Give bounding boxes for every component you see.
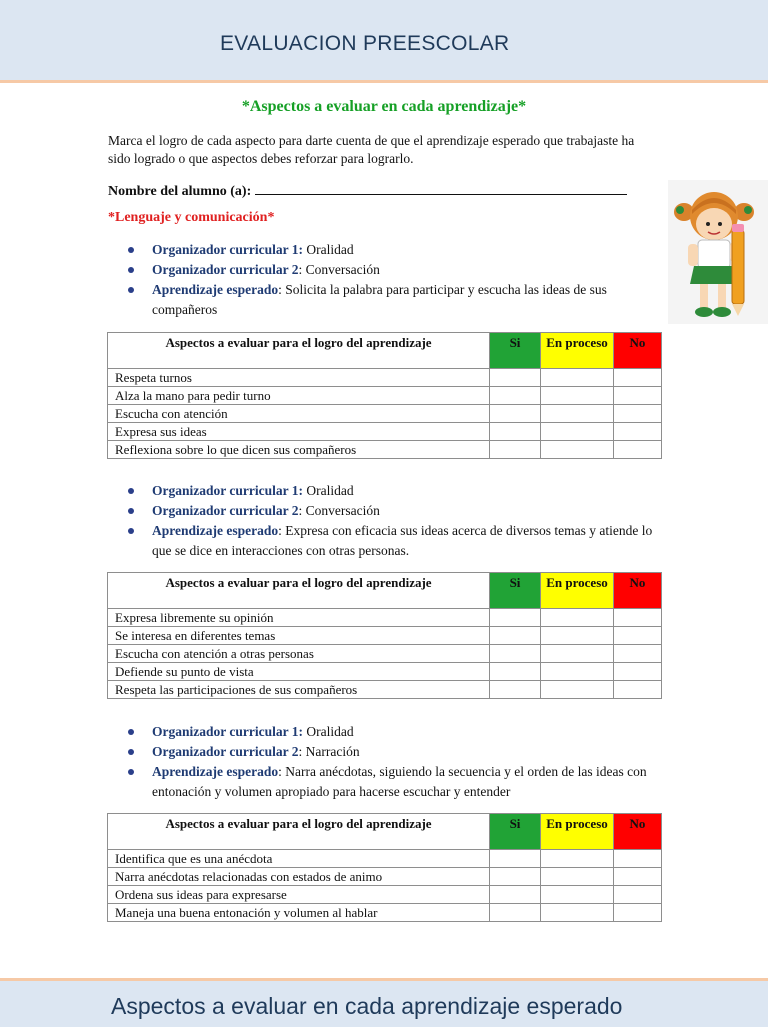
student-name-line — [255, 181, 627, 195]
no-checkbox-cell[interactable] — [614, 387, 662, 405]
no-column-header: No — [614, 333, 662, 369]
en-proceso-column-header: En proceso — [541, 573, 614, 609]
evaluation-table-3 — [107, 813, 662, 922]
list-item: Aprendizaje esperado: Solicita la palabra para participar y escucha las ideas de sus compañeros — [128, 280, 668, 320]
no-checkbox-cell[interactable] — [614, 441, 662, 459]
no-checkbox-cell[interactable] — [614, 609, 662, 627]
girl-with-pencil-illustration — [668, 180, 768, 324]
en-proceso-checkbox-cell[interactable] — [541, 681, 614, 699]
en-proceso-checkbox-cell[interactable] — [541, 645, 614, 663]
si-column-header: Si — [490, 333, 541, 369]
en-proceso-checkbox-cell[interactable] — [541, 441, 614, 459]
block-3-bullets — [128, 722, 668, 802]
list-item: Organizador curricular 1: Oralidad — [128, 481, 668, 501]
list-item: Aprendizaje esperado: Narra anécdotas, siguiendo la secuencia y el orden de las ideas con entonación y volumen apropiado para hacerse escuchar y entender — [128, 762, 668, 802]
table-row: Se interesa en diferentes temas — [108, 627, 662, 645]
en-proceso-checkbox-cell[interactable] — [541, 627, 614, 645]
si-column-header: Si — [490, 573, 541, 609]
en-proceso-checkbox-cell[interactable] — [541, 423, 614, 441]
no-checkbox-cell[interactable] — [614, 627, 662, 645]
en-proceso-checkbox-cell[interactable] — [541, 405, 614, 423]
no-checkbox-cell[interactable] — [614, 681, 662, 699]
list-item: Organizador curricular 2: Narración — [128, 742, 668, 762]
section-title: *Lenguaje y comunicación* — [108, 210, 275, 225]
page-header — [0, 0, 768, 83]
si-checkbox-cell[interactable] — [490, 387, 541, 405]
page-footer — [0, 978, 768, 1027]
bullet-icon — [128, 749, 134, 755]
table-row: Respeta las participaciones de sus compañeros — [108, 681, 662, 699]
aspect-column-header: Aspectos a evaluar para el logro del aprendizaje — [108, 814, 490, 850]
si-checkbox-cell[interactable] — [490, 627, 541, 645]
table-row: Defiende su punto de vista — [108, 663, 662, 681]
bullet-icon — [128, 247, 134, 253]
table-row: Maneja una buena entonación y volumen al hablar — [108, 904, 662, 922]
si-checkbox-cell[interactable] — [490, 904, 541, 922]
bullet-icon — [128, 729, 134, 735]
en-proceso-checkbox-cell[interactable] — [541, 663, 614, 681]
si-checkbox-cell[interactable] — [490, 850, 541, 868]
bullet-icon — [128, 267, 134, 273]
table-row: Respeta turnos — [108, 369, 662, 387]
intro-paragraph: Marca el logro de cada aspecto para darte cuenta de que el aprendizaje esperado que trabajaste ha sido logrado o que aspectos debes reforzar para lograrlo. — [108, 133, 635, 166]
no-checkbox-cell[interactable] — [614, 886, 662, 904]
student-name-field — [108, 181, 627, 200]
en-proceso-checkbox-cell[interactable] — [541, 868, 614, 886]
bullet-icon — [128, 769, 134, 775]
aspect-column-header: Aspectos a evaluar para el logro del aprendizaje — [108, 573, 490, 609]
table-row: Escucha con atención a otras personas — [108, 645, 662, 663]
evaluation-table-2 — [107, 572, 662, 699]
table-row: Ordena sus ideas para expresarse — [108, 886, 662, 904]
bullet-icon — [128, 508, 134, 514]
en-proceso-column-header: En proceso — [541, 814, 614, 850]
document-title: *Aspectos a evaluar en cada aprendizaje* — [241, 98, 527, 115]
en-proceso-checkbox-cell[interactable] — [541, 387, 614, 405]
table-row: Expresa sus ideas — [108, 423, 662, 441]
aspect-column-header: Aspectos a evaluar para el logro del aprendizaje — [108, 333, 490, 369]
en-proceso-checkbox-cell[interactable] — [541, 850, 614, 868]
footer-title: Aspectos a evaluar en cada aprendizaje esperado — [111, 993, 623, 1019]
evaluation-table-1 — [107, 332, 662, 459]
table-row: Escucha con atención — [108, 405, 662, 423]
no-checkbox-cell[interactable] — [614, 423, 662, 441]
no-column-header: No — [614, 573, 662, 609]
si-checkbox-cell[interactable] — [490, 405, 541, 423]
no-checkbox-cell[interactable] — [614, 663, 662, 681]
si-checkbox-cell[interactable] — [490, 886, 541, 904]
si-checkbox-cell[interactable] — [490, 441, 541, 459]
block-1-bullets — [128, 240, 668, 320]
si-checkbox-cell[interactable] — [490, 663, 541, 681]
si-checkbox-cell[interactable] — [490, 645, 541, 663]
no-checkbox-cell[interactable] — [614, 868, 662, 886]
bullet-icon — [128, 287, 134, 293]
list-item: Organizador curricular 1: Oralidad — [128, 722, 668, 742]
no-checkbox-cell[interactable] — [614, 645, 662, 663]
si-checkbox-cell[interactable] — [490, 369, 541, 387]
block-2-bullets — [128, 481, 668, 561]
en-proceso-checkbox-cell[interactable] — [541, 886, 614, 904]
si-checkbox-cell[interactable] — [490, 609, 541, 627]
en-proceso-checkbox-cell[interactable] — [541, 609, 614, 627]
en-proceso-checkbox-cell[interactable] — [541, 904, 614, 922]
list-item: Aprendizaje esperado: Expresa con eficacia sus ideas acerca de diversos temas y atiende lo que se dice en interacciones con otras personas. — [128, 521, 668, 561]
header-title: EVALUACION PREESCOLAR — [220, 32, 510, 55]
en-proceso-checkbox-cell[interactable] — [541, 369, 614, 387]
no-checkbox-cell[interactable] — [614, 904, 662, 922]
table-row: Reflexiona sobre lo que dicen sus compañeros — [108, 441, 662, 459]
list-item: Organizador curricular 2: Conversación — [128, 501, 668, 521]
no-checkbox-cell[interactable] — [614, 850, 662, 868]
student-name-label: Nombre del alumno (a): — [108, 184, 252, 199]
si-checkbox-cell[interactable] — [490, 423, 541, 441]
table-row: Narra anécdotas relacionadas con estados de animo — [108, 868, 662, 886]
si-column-header: Si — [490, 814, 541, 850]
no-column-header: No — [614, 814, 662, 850]
si-checkbox-cell[interactable] — [490, 681, 541, 699]
list-item: Organizador curricular 1: Oralidad — [128, 240, 668, 260]
si-checkbox-cell[interactable] — [490, 868, 541, 886]
table-row: Alza la mano para pedir turno — [108, 387, 662, 405]
table-row: Identifica que es una anécdota — [108, 850, 662, 868]
list-item: Organizador curricular 2: Conversación — [128, 260, 668, 280]
bullet-icon — [128, 488, 134, 494]
en-proceso-column-header: En proceso — [541, 333, 614, 369]
bullet-icon — [128, 528, 134, 534]
no-checkbox-cell[interactable] — [614, 405, 662, 423]
no-checkbox-cell[interactable] — [614, 369, 662, 387]
table-row: Expresa libremente su opinión — [108, 609, 662, 627]
